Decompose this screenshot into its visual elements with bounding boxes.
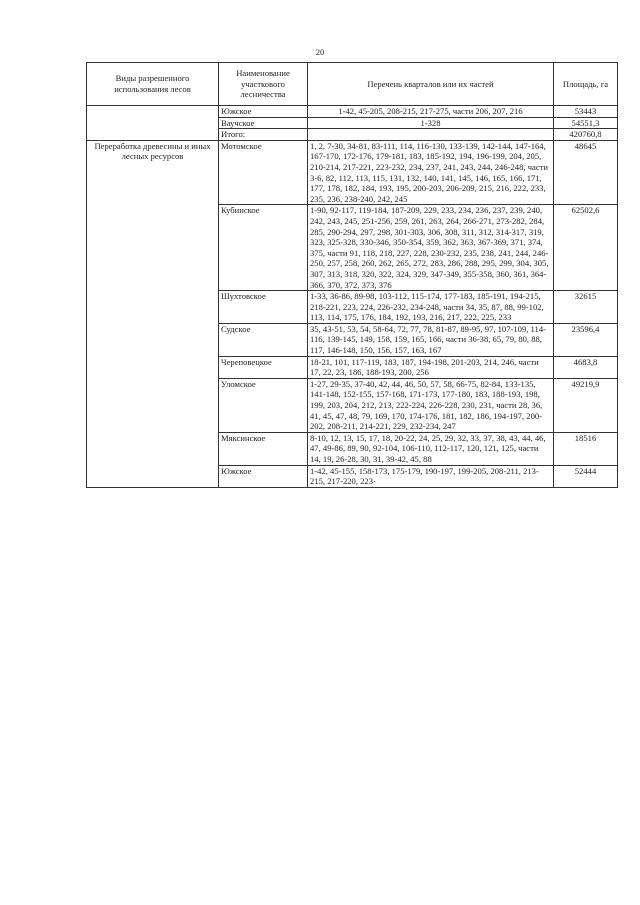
table-header-row (87, 63, 618, 106)
total-label-cell: Итого: (219, 129, 308, 141)
district-cell: Шухтовское (219, 291, 308, 324)
quarters-cell: 1-27, 29-35, 37-40, 42, 44, 46, 50, 57, 58, 66-75, 82-84, 133-135, 141-148, 152-155, 157-168, 171-173, 177-180, 183, 188-193, 198, 199, 203, 204, 212, 213, 222-224, 226-228, 230, 231, части 28, 36, 41, 45, 47, 48, 79, 169, 170, 174-176, 181, 182, 186, 194-197, 200-202, 208-211, 214-221, 229, 232-234, 247 (308, 378, 554, 432)
page-number: 20 (315, 47, 325, 57)
quarters-cell: 8-10, 12, 13, 15, 17, 18, 20-22, 24, 25, 29, 32, 33, 37, 38, 43, 44, 46, 47, 49-86, 89, 90, 92-104, 106-110, 112-117, 120, 121, 125, части 14, 19, 26-28, 30, 31, 39-42, 45, 88 (308, 432, 554, 465)
quarters-cell: 1-42, 45-155, 158-173, 175-179, 190-197, 199-205, 208-211, 213-215, 217-220, 223- (308, 465, 554, 487)
quarters-cell: 1-33, 36-86, 89-98, 103-112, 115-174, 177-183, 185-191, 194-215, 218-221, 223, 224, 226-232, 234-248, части 34, 35, 87, 88, 99-102, 113, 114, 175, 176, 184, 192, 193, 216, 217, 222, 225, 233 (308, 291, 554, 324)
area-cell: 49219,9 (554, 378, 618, 432)
district-cell: Череповецкое (219, 356, 308, 378)
area-cell: 4683,8 (554, 356, 618, 378)
area-cell: 23596,4 (554, 323, 618, 356)
quarters-cell: 1-90, 92-117, 119-184, 187-209, 229, 233, 234, 236, 237, 239, 240, 242, 243, 245, 251-256, 259, 261, 263, 264, 266-271, 273-282, 284, 285, 290-294, 297, 298, 301-303, 306, 308, 311, 312, 314-317, 319, 323, 325-328, 330-346, 350-354, 359, 362, 363, 367-369, 371, 374, 375, части 91, 118, 218, 227, 228, 230-232, 235, 238, 241, 244, 246-250, 257, 258, 260, 262, 265, 272, 283, 286, 288, 295, 299, 304, 305, 307, 313, 318, 320, 322, 324, 329, 347-349, 355-358, 360, 361, 364-366, 370, 372, 373, 376 (308, 205, 554, 291)
use-type-cell-empty (87, 106, 219, 141)
quarters-cell: 1, 2, 7-30, 34-81, 83-111, 114, 116-130, 133-139, 142-144, 147-164, 167-170, 172-176, 179-181, 183, 185-192, 194, 196-199, 204, 205, 210-214, 217-221, 223-232, 234, 237, 241, 243, 244, 246-248, части 3-6, 82, 112, 113, 115, 131, 132, 140, 141, 145, 146, 165, 166, 171, 177, 178, 182, 184, 193, 195, 200-203, 206-209, 215, 216, 222, 233, 235, 236, 238-240, 242, 245 (308, 140, 554, 205)
district-cell: Судское (219, 323, 308, 356)
district-cell: Мяксинское (219, 432, 308, 465)
header-use-type: Виды разрешенного использования лесов (87, 63, 219, 106)
area-cell: 62502,6 (554, 205, 618, 291)
area-cell: 18516 (554, 432, 618, 465)
header-quarters: Перечень кварталов или их частей (308, 63, 554, 106)
district-cell: Южское (219, 465, 308, 487)
district-cell: Кубинское (219, 205, 308, 291)
area-cell: 53443 (554, 106, 618, 118)
district-cell: Южское (219, 106, 308, 118)
quarters-cell: 18-21, 101, 117-119, 183, 187, 194-198, 201-203, 214, 246, части 17, 22, 23, 186, 188-193, 200, 256 (308, 356, 554, 378)
table-row (87, 140, 618, 205)
district-cell: Уломское (219, 378, 308, 432)
forest-use-table (86, 62, 618, 488)
area-cell: 52444 (554, 465, 618, 487)
area-cell: 32615 (554, 291, 618, 324)
quarters-cell: 1-328 (308, 117, 554, 129)
header-area: Площадь, га (554, 63, 618, 106)
area-cell: 48645 (554, 140, 618, 205)
quarters-cell: 35, 43-51, 53, 54, 58-64, 72, 77, 78, 81-87, 89-95, 97, 107-109, 114-116, 139-145, 149, 158, 159, 165, 166, части 36-38, 65, 79, 80, 88, 117, 146-148, 150, 156, 157, 163, 167 (308, 323, 554, 356)
district-cell: Мотомское (219, 140, 308, 205)
quarters-cell (308, 129, 554, 141)
table-row (87, 106, 618, 118)
use-type-cell: Переработка древесины и иных лесных ресурсов (87, 140, 219, 487)
quarters-cell: 1-42, 45-205, 208-215, 217-275, части 206, 207, 216 (308, 106, 554, 118)
area-cell: 54551,3 (554, 117, 618, 129)
total-area-cell: 420760,8 (554, 129, 618, 141)
district-cell: Ваучское (219, 117, 308, 129)
header-district: Наименование участкового лесничества (219, 63, 308, 106)
